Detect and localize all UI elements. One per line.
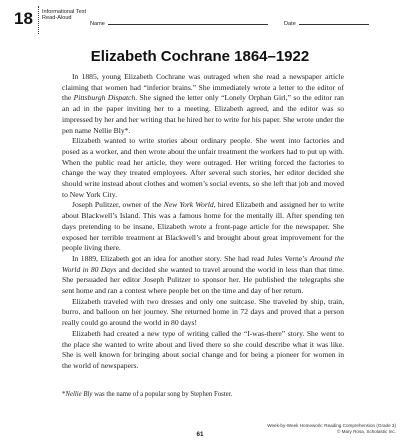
name-field[interactable] bbox=[90, 19, 268, 27]
section-label-line1: Informational Text bbox=[42, 9, 87, 15]
text-run: Elizabeth traveled with two dresses and only one suitcase. She traveled by ship, train, burro, and balloon on her journey. She returned home in 72 days and proved that a person really could go around the world in 80 days! bbox=[62, 296, 344, 328]
italic-title: Pittsburgh Dispatch bbox=[73, 93, 136, 103]
date-field[interactable] bbox=[284, 19, 369, 27]
article-title: Elizabeth Cochrane 1864–1922 bbox=[90, 48, 310, 65]
text-run: . She signed the letter only “Lonely Orphan Girl,” so the editor ran an ad in the paper inviting her to a meeting. Elizabeth agreed, and the editor was so impressed by her and her writing that he hired her to write for his paper. She wrote under the pen name Nellie Bly*. bbox=[62, 93, 344, 135]
date-label: Date bbox=[284, 21, 296, 27]
footer-page-number: 61 bbox=[196, 431, 204, 438]
text-run: , hired Elizabeth and assigned her to write about Blackwell’s Island. This was a famous home for the mentally ill. After spending ten days pretending to be insane, Elizabeth wrote a front-page article for the newspaper. She exposed her terrible treatment at Blackwell’s and brought about great improvement for the people living there. bbox=[62, 200, 344, 253]
credit-line-2: © Mary Rosa, Scholastic Inc. bbox=[336, 428, 396, 434]
section-label-line2: Read-Aloud bbox=[42, 15, 72, 22]
credit-line-1: Week-by-Week Homework: Reading Comprehension (Grade 3) bbox=[267, 423, 396, 428]
date-line[interactable] bbox=[299, 19, 369, 25]
article-paragraph bbox=[62, 254, 344, 297]
text-run: Elizabeth had created a new type of writing called the “I-was-there” story. She went to the place she wanted to write about and lived there so she could describe what it was like. She is well known for bringing about social change and for being a pioneer for women in the world of newspapers. bbox=[62, 328, 344, 370]
text-run: * bbox=[62, 391, 66, 398]
article-paragraph bbox=[62, 329, 344, 372]
text-run: and decided she wanted to travel around the world in less than that time. She persuaded her editor Joseph Pulitzer to sponsor her. He published the telegraphs she sent home and ran a contest where people bet on the time and day of her return. bbox=[62, 264, 344, 296]
italic-title: New York World bbox=[163, 200, 214, 210]
header-divider bbox=[38, 6, 39, 34]
text-run: In 1889, Elizabeth got an idea for another story. She had read Jules Verne’s bbox=[72, 253, 310, 263]
name-label: Name bbox=[90, 21, 105, 27]
text-run: Joseph Pulitzer, owner of the bbox=[72, 200, 164, 210]
italic-title: Around the World in 80 Days bbox=[62, 253, 344, 274]
article-body bbox=[62, 72, 344, 372]
name-line[interactable] bbox=[108, 19, 268, 25]
article-paragraph bbox=[62, 136, 344, 200]
text-run: Elizabeth wanted to write stories about ordinary people. She went into factories and posed as a worker, and then wrote about the unfair treatment the workers had to put up with. When the public read her article, they were outraged. Her writing forced the factories to change the way they treated employees. After several such stories, her editor decided she should write instead about clothes and women’s social events, so she left that job and moved to New York City. bbox=[62, 136, 344, 199]
article-paragraph bbox=[62, 200, 344, 254]
article-paragraph bbox=[62, 72, 344, 136]
page-number-badge: 18 bbox=[14, 9, 33, 28]
italic-title: Nellie Bly bbox=[65, 391, 93, 398]
text-run: In 1885, young Elizabeth Cochrane was outraged when she read a newspaper article claiming that women had “inferior brains.” She immediately wrote a letter to the editor of the bbox=[62, 72, 344, 103]
section-label bbox=[42, 9, 86, 22]
text-run: was the name of a popular song by Stephen Foster. bbox=[92, 391, 233, 398]
worksheet-header bbox=[0, 0, 400, 40]
footnote bbox=[62, 391, 344, 399]
article-paragraph bbox=[62, 297, 344, 329]
